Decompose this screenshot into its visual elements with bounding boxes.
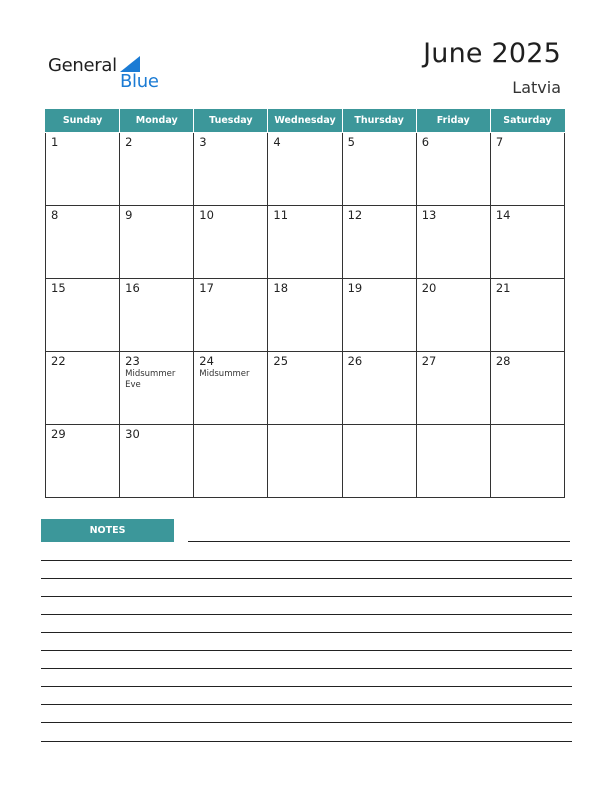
day-number: 25 [273, 354, 289, 368]
logo-text-general: General [48, 55, 117, 76]
day-number: 22 [51, 354, 66, 368]
day-cell [120, 352, 194, 425]
generalblue-logo [48, 52, 159, 92]
day-cell [268, 133, 342, 206]
weekday-header-tuesday: Tuesday [194, 109, 268, 133]
notes-line [41, 614, 572, 615]
country-label: Latvia [512, 78, 561, 97]
day-number: 28 [495, 354, 511, 368]
day-cell [268, 206, 342, 279]
day-cell [120, 279, 194, 352]
weekday-header-saturday: Saturday [490, 109, 564, 133]
calendar-grid [45, 109, 565, 498]
day-cell [120, 206, 194, 279]
notes-line [41, 596, 572, 597]
day-number: 26 [347, 354, 363, 368]
day-number: 2 [125, 135, 133, 149]
day-cell [342, 425, 416, 498]
day-cell [46, 425, 120, 498]
day-event: Midsummer [199, 369, 250, 379]
weekday-header-row [46, 109, 565, 133]
weekday-header-thursday: Thursday [342, 109, 416, 133]
day-cell [342, 279, 416, 352]
day-cell [194, 352, 268, 425]
week-row [46, 206, 565, 279]
day-cell [46, 133, 120, 206]
notes-line [41, 578, 572, 579]
weekday-header-sunday: Sunday [46, 109, 120, 133]
day-cell [46, 352, 120, 425]
day-number: 8 [51, 208, 59, 222]
day-cell [46, 279, 120, 352]
day-cell [490, 133, 564, 206]
day-cell [268, 279, 342, 352]
day-number: 30 [125, 427, 140, 441]
week-row [46, 352, 565, 425]
notes-line [41, 686, 572, 687]
day-number: 16 [125, 281, 140, 295]
notes-label: NOTES [41, 519, 174, 542]
day-cell [416, 206, 490, 279]
day-number: 3 [199, 135, 207, 149]
day-cell [268, 352, 342, 425]
day-number: 20 [421, 281, 437, 295]
day-cell [342, 352, 416, 425]
day-cell [194, 206, 268, 279]
day-cell [490, 279, 564, 352]
day-cell [120, 425, 194, 498]
day-cell [46, 206, 120, 279]
notes-line [41, 722, 572, 723]
notes-line [41, 704, 572, 705]
day-cell [194, 133, 268, 206]
day-cell [194, 425, 268, 498]
day-cell [416, 279, 490, 352]
day-number: 15 [51, 281, 66, 295]
notes-line [41, 560, 572, 561]
day-cell [194, 279, 268, 352]
day-cell [490, 206, 564, 279]
day-number: 21 [495, 281, 511, 295]
day-cell [342, 206, 416, 279]
day-number: 18 [273, 281, 289, 295]
day-cell [342, 133, 416, 206]
logo-text-blue: Blue [120, 71, 159, 92]
notes-line [41, 741, 572, 742]
weekday-header-monday: Monday [120, 109, 194, 133]
day-number: 12 [347, 208, 363, 222]
day-number: 9 [125, 208, 133, 222]
day-cell [490, 352, 564, 425]
day-cell [416, 352, 490, 425]
day-number: 17 [199, 281, 214, 295]
notes-line [188, 541, 570, 542]
weekday-header-wednesday: Wednesday [268, 109, 342, 133]
day-event: Midsummer Eve [125, 369, 176, 390]
day-number: 11 [273, 208, 289, 222]
notes-line [41, 650, 572, 651]
month-year-title: June 2025 [423, 38, 561, 69]
day-number: 23 [125, 354, 140, 368]
day-cell [120, 133, 194, 206]
day-number: 1 [51, 135, 59, 149]
day-number: 6 [421, 135, 430, 149]
week-row [46, 133, 565, 206]
day-number: 7 [495, 135, 504, 149]
day-number: 24 [199, 354, 214, 368]
notes-line [41, 668, 572, 669]
weekday-header-friday: Friday [416, 109, 490, 133]
week-row [46, 279, 565, 352]
day-number: 27 [421, 354, 437, 368]
notes-line [41, 632, 572, 633]
day-number: 29 [51, 427, 66, 441]
day-number: 10 [199, 208, 214, 222]
day-cell [416, 425, 490, 498]
day-number: 14 [495, 208, 511, 222]
day-number: 5 [347, 135, 355, 149]
day-number: 4 [273, 135, 281, 149]
day-cell [490, 425, 564, 498]
day-cell [416, 133, 490, 206]
day-number: 13 [421, 208, 437, 222]
day-cell [268, 425, 342, 498]
day-number: 19 [347, 281, 363, 295]
logo-triangle-icon [120, 56, 140, 72]
week-row [46, 425, 565, 498]
